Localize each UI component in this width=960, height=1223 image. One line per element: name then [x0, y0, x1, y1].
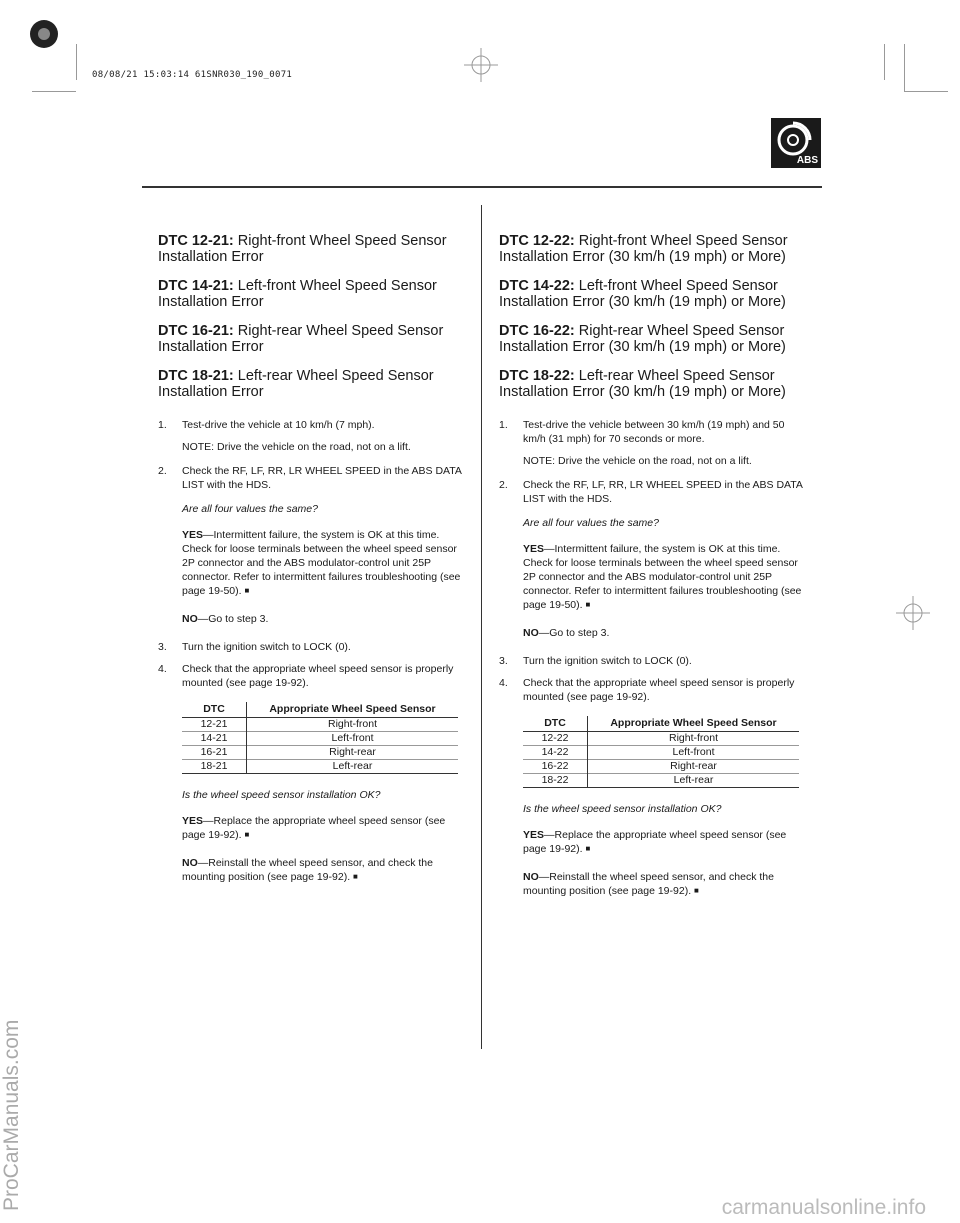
- crop-mark: [904, 44, 905, 92]
- dtc-heading: DTC 12-21: Right-front Wheel Speed Sensor Installation Error: [158, 233, 447, 265]
- note: NOTE: Drive the vehicle on the road, not on a lift.: [523, 455, 752, 467]
- step-3: 3. Turn the ignition switch to LOCK (0).: [158, 641, 351, 653]
- footer-watermark[interactable]: carmanualsonline.info: [721, 1196, 926, 1219]
- table-row: 12-21 Right-front: [182, 718, 458, 732]
- no-answer: NO—Go to step 3.: [523, 627, 610, 639]
- crop-mark: [904, 91, 948, 92]
- sensor-table: [182, 702, 458, 774]
- step-2: 2. Check the RF, LF, RR, LR WHEEL SPEED in the ABS DATA LIST with the HDS.: [499, 479, 803, 505]
- abs-label: ABS: [796, 155, 818, 166]
- registration-target-icon: [464, 48, 498, 82]
- side-watermark: ProCarManuals.com: [0, 1019, 23, 1211]
- table-row: 16-21 Right-rear: [182, 746, 458, 760]
- abs-section-icon: [771, 118, 821, 168]
- question: Are all four values the same?: [182, 503, 318, 515]
- left-column: [158, 233, 468, 898]
- procedure: [499, 418, 809, 898]
- column-divider: [481, 205, 482, 1049]
- dtc-heading: DTC 12-22: Right-front Wheel Speed Sensor Installation Error (30 km/h (19 mph) or More): [499, 233, 788, 265]
- crop-mark: [32, 91, 76, 92]
- header-rule: [142, 186, 822, 188]
- no-answer: NO—Reinstall the wheel speed sensor, and check the mounting position (see page 19-92). ■: [182, 857, 433, 883]
- sensor-table: [523, 716, 799, 788]
- dtc-heading: DTC 18-21: Left-rear Wheel Speed Sensor Installation Error: [158, 368, 434, 400]
- question: Is the wheel speed sensor installation OK?: [523, 803, 722, 815]
- yes-answer: YES—Intermittent failure, the system is OK at this time. Check for loose terminals between the wheel speed sensor 2P connector and the ABS modulator-control unit 25P connector. Refer to intermittent failures troubleshooting (see page 19-50). ■: [182, 529, 461, 597]
- question: Are all four values the same?: [523, 517, 659, 529]
- dtc-heading: DTC 16-22: Right-rear Wheel Speed Sensor Installation Error (30 km/h (19 mph) or More): [499, 323, 786, 355]
- yes-answer: YES—Replace the appropriate wheel speed sensor (see page 19-92). ■: [182, 815, 446, 841]
- crop-mark: [884, 44, 885, 80]
- print-stamp: 08/08/21 15:03:14 61SNR030_190_0071: [92, 70, 293, 80]
- procedure: [158, 418, 468, 884]
- question: Is the wheel speed sensor installation OK?: [182, 789, 381, 801]
- step-1: 1. Test-drive the vehicle at 10 km/h (7 mph).: [158, 419, 375, 431]
- corner-disc-icon: [28, 18, 60, 50]
- table-header: DTC Appropriate Wheel Speed Sensor: [182, 702, 458, 718]
- table-row: 18-21 Left-rear: [182, 760, 458, 774]
- dtc-heading: DTC 14-22: Left-front Wheel Speed Sensor Installation Error (30 km/h (19 mph) or More): [499, 278, 786, 310]
- table-header: DTC Appropriate Wheel Speed Sensor: [523, 716, 799, 732]
- table-row: 12-22 Right-front: [523, 732, 799, 746]
- table-row: 18-22 Left-rear: [523, 774, 799, 788]
- right-column: [499, 233, 809, 912]
- table-row: 14-22 Left-front: [523, 746, 799, 760]
- dtc-heading: DTC 18-22: Left-rear Wheel Speed Sensor Installation Error (30 km/h (19 mph) or More): [499, 368, 786, 400]
- crop-mark: [76, 44, 77, 80]
- dtc-heading: DTC 14-21: Left-front Wheel Speed Sensor Installation Error: [158, 278, 437, 310]
- note: NOTE: Drive the vehicle on the road, not on a lift.: [182, 441, 411, 453]
- yes-answer: YES—Replace the appropriate wheel speed sensor (see page 19-92). ■: [523, 829, 787, 855]
- step-4: 4. Check that the appropriate wheel speed sensor is properly mounted (see page 19-92).: [158, 663, 454, 689]
- dtc-heading: DTC 16-21: Right-rear Wheel Speed Sensor Installation Error: [158, 323, 444, 355]
- table-row: 16-22 Right-rear: [523, 760, 799, 774]
- registration-target-icon: [896, 596, 930, 630]
- no-answer: NO—Go to step 3.: [182, 613, 269, 625]
- step-2: 2. Check the RF, LF, RR, LR WHEEL SPEED in the ABS DATA LIST with the HDS.: [158, 465, 462, 491]
- step-1: 1. Test-drive the vehicle between 30 km/h (19 mph) and 50 km/h (31 mph) for 70 seconds or more.: [499, 419, 785, 445]
- step-3: 3. Turn the ignition switch to LOCK (0).: [499, 655, 692, 667]
- step-4: 4. Check that the appropriate wheel speed sensor is properly mounted (see page 19-92).: [499, 677, 795, 703]
- no-answer: NO—Reinstall the wheel speed sensor, and check the mounting position (see page 19-92). ■: [523, 871, 774, 897]
- table-row: 14-21 Left-front: [182, 732, 458, 746]
- yes-answer: YES—Intermittent failure, the system is OK at this time. Check for loose terminals between the wheel speed sensor 2P connector and the ABS modulator-control unit 25P connector. Refer to intermittent failures troubleshooting (see page 19-50). ■: [523, 543, 802, 611]
